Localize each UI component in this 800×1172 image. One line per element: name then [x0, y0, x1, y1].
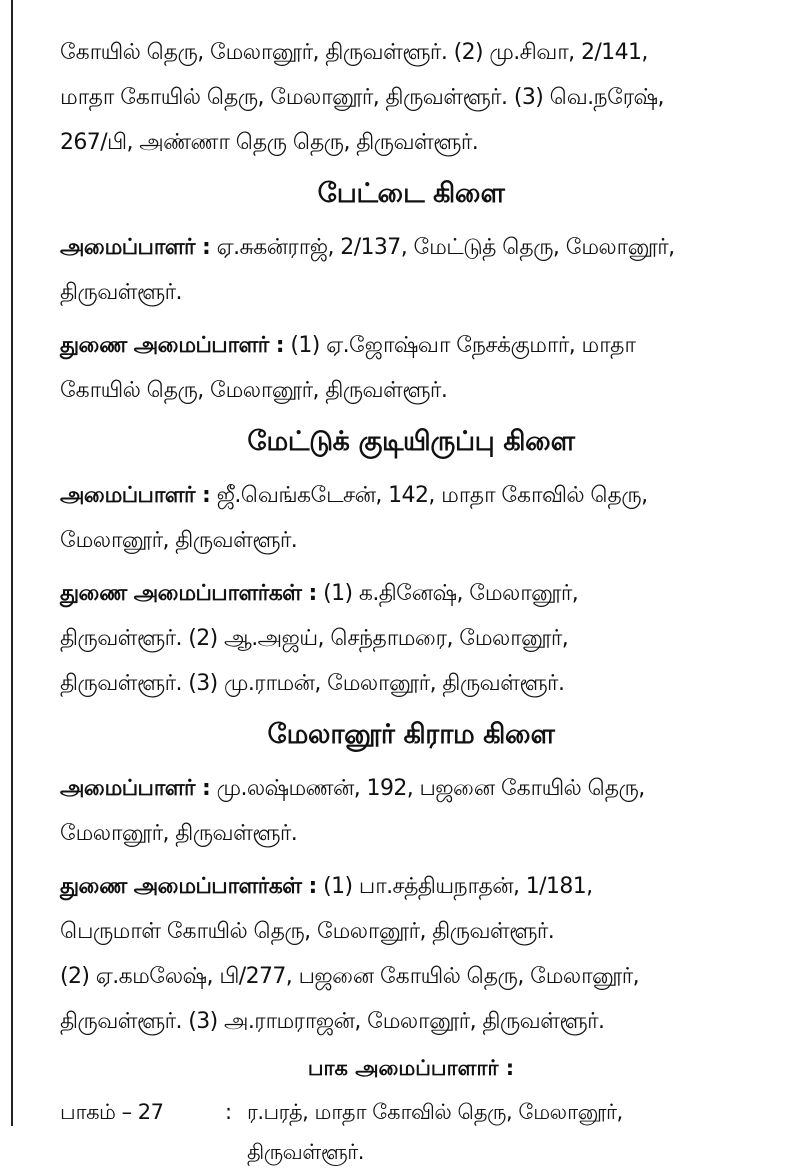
entry-line: (2) ஏ.கமலேஷ், பி/277, பஜனை கோயில் தெரு, மேலானூர்,	[60, 964, 639, 989]
intro-paragraph	[60, 30, 762, 165]
entry-line: மேலானூர், திருவள்ளூர்.	[60, 528, 298, 553]
entry-label: அமைப்பாளர் :	[60, 235, 211, 260]
booth-value	[247, 1092, 762, 1172]
deputy-organizer-entry	[60, 323, 762, 413]
booth-number: பாகம் – 27	[60, 1100, 164, 1124]
entry-label: துணை அமைப்பாளர்கள் :	[60, 581, 317, 606]
entry-line: கோயில் தெரு, மேலானூர், திருவள்ளூர்.	[60, 378, 448, 403]
entry-line: மேலானூர், திருவள்ளூர்.	[60, 821, 298, 846]
entry-line: திருவள்ளூர்.	[60, 280, 182, 305]
organizer-entry	[60, 473, 762, 563]
entry-label: அமைப்பாளர் :	[60, 776, 211, 801]
section-heading: மேலானூர் கிராம கிளை	[267, 719, 555, 750]
booth-line: திருவள்ளூர்.	[247, 1140, 364, 1164]
entry-line: (1) ஏ.ஜோஷ்வா நேசக்குமார், மாதா	[290, 333, 636, 358]
booth-line: ர.பரத், மாதா கோவில் தெரு, மேலானூர்,	[247, 1100, 623, 1124]
entry-line: திருவள்ளூர். (2) ஆ.அஜய், செந்தாமரை, மேலானூர்,	[60, 626, 569, 651]
deputy-organizers-entry	[60, 571, 762, 706]
entry-line: ஜீ.வெங்கடேசன், 142, மாதா கோவில் தெரு,	[216, 483, 648, 508]
deputy-organizers-entry	[60, 864, 762, 1044]
section-heading: மேட்டுக் குடியிருப்பு கிளை	[247, 426, 575, 457]
entry-label: துணை அமைப்பாளர்கள் :	[60, 874, 317, 899]
booth-heading: பாக அமைப்பாளார் :	[307, 1056, 515, 1080]
entry-line: (1) பா.சத்தியநாதன், 1/181,	[323, 874, 593, 899]
entry-line: (1) க.தினேஷ், மேலானூர்,	[323, 581, 579, 606]
intro-line: கோயில் தெரு, மேலானூர், திருவள்ளூர். (2) மு.சிவா, 2/141,	[60, 40, 648, 65]
entry-line: திருவள்ளூர். (3) அ.ராமராஜன், மேலானூர், திருவள்ளூர்.	[60, 1009, 605, 1034]
organizer-entry	[60, 766, 762, 856]
booth-colon: :	[225, 1100, 232, 1124]
entry-label: துணை அமைப்பாளர் :	[60, 333, 284, 358]
intro-line: 267/பி, அண்ணா தெரு தெரு, திருவள்ளூர்.	[60, 130, 479, 155]
booth-row	[60, 1092, 762, 1172]
entry-line: பெருமாள் கோயில் தெரு, மேலானூர், திருவள்ளூர்.	[60, 919, 555, 944]
entry-line: ஏ.சுகன்ராஜ், 2/137, மேட்டுத் தெரு, மேலானூர்,	[216, 235, 675, 260]
entry-line: திருவள்ளூர். (3) மு.ராமன், மேலானூர், திருவள்ளூர்.	[60, 671, 565, 696]
section-heading: பேட்டை கிளை	[317, 178, 505, 209]
organizer-entry	[60, 225, 762, 315]
entry-label: அமைப்பாளர் :	[60, 483, 211, 508]
entry-line: மு.லஷ்மணன், 192, பஜனை கோயில் தெரு,	[216, 776, 645, 801]
intro-line: மாதா கோயில் தெரு, மேலானூர், திருவள்ளூர். (3) வெ.நரேஷ்,	[60, 85, 664, 110]
